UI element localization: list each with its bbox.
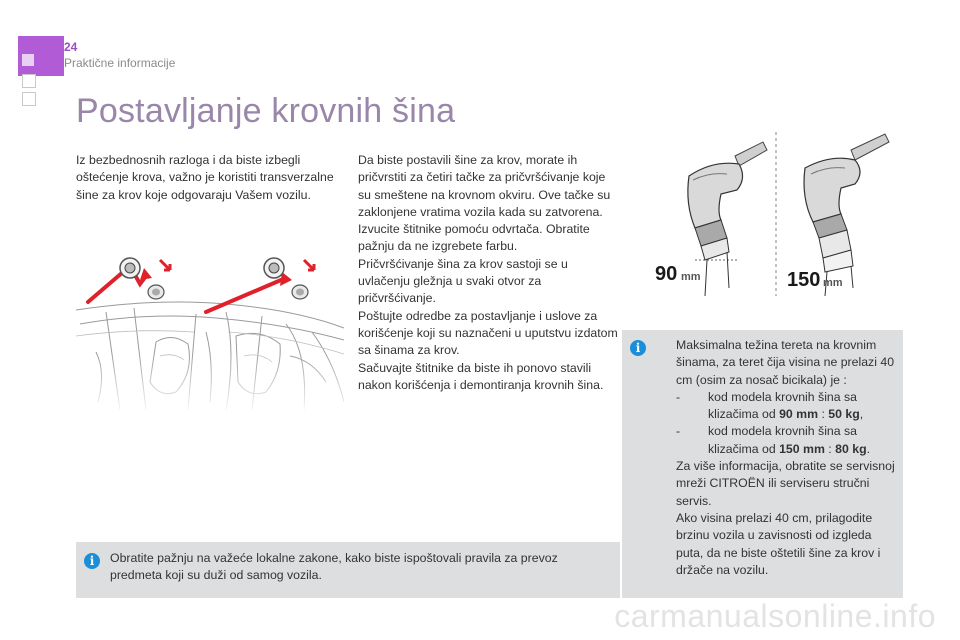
watermark: carmanualsonline.info: [614, 598, 936, 634]
height-150-unit: mm: [823, 277, 843, 289]
arrow-head: [140, 268, 152, 280]
weight-value: 50 kg: [828, 407, 860, 422]
intro-paragraph: Iz bezbednosnih razloga i da biste izbegli oštećenje krova, važno je koristiti transverzalne šine za krov koje odgovaraju Vašem vozilu.: [76, 153, 334, 202]
section-label: Praktične informacije: [64, 56, 176, 70]
info-icon: i: [630, 340, 646, 356]
height-value: 150 mm: [779, 441, 825, 456]
page-title: Postavljanje krovnih šina: [76, 92, 456, 130]
legal-info-note: [76, 542, 620, 598]
height-90-label: 90: [655, 263, 678, 285]
rail-foot-illustration: [635, 120, 903, 310]
instructions: [358, 152, 620, 394]
instruction-paragraph: Izvucite štitnike pomoću odvrtača. Obratite pažnju da ne izgrebete farbu.: [358, 222, 590, 254]
list-item: - kod modela krovnih šina sa klizačima od 150 mm : 80 kg.: [676, 424, 871, 456]
note-more-info: Za više informacija, obratite se servisnoj mreži CITROËN ili serviseru stručni servis.: [676, 459, 895, 508]
attachment-points-illustration: [76, 232, 344, 410]
info-icon: i: [84, 553, 100, 569]
note-intro: Maksimalna težina tereta na krovnim šinama, za teret čija visina ne prelazi 40 cm (osim za nosač bicikala) je :: [676, 338, 895, 387]
height-90-unit: mm: [681, 271, 701, 283]
chapter-tab-marker: [22, 54, 34, 66]
instruction-paragraph: Poštujte odredbe za postavljanje i uslove za korišćenje koji su naznačeni u uputstvu izdatom sa šinama za krov.: [358, 308, 618, 358]
instruction-paragraph: Sačuvajte štitnike da biste ih ponovo stavili nakon korišćenja i demontiranja krovnih šina.: [358, 360, 604, 392]
instruction-paragraph: Da biste postavili šine za krov, morate ih pričvrstiti za četiri tačke za pričvršćivanje koje su smeštene na krovnom okviru. Ove tačke su zaklonjene vratima vozila kada su zatvorena.: [358, 153, 611, 219]
note-height-warning: Ako visina prelazi 40 cm, prilagodite brzinu vozila u zavisnosti od izgleda puta, da ne biste oštetili šine za krov i držače na vozilu.: [676, 510, 881, 577]
height-150-label: 150: [787, 269, 821, 291]
page-number: 24: [64, 40, 78, 54]
instruction-paragraph: Pričvršćivanje šina za krov sastoji se u uvlačenju gležnja u svaki otvor za pričvršćivanje.: [358, 256, 568, 306]
height-value: 90 mm: [779, 407, 819, 422]
chapter-tab-empty: [22, 92, 36, 106]
weight-value: 80 kg: [835, 441, 867, 456]
chapter-tab-empty: [22, 74, 36, 88]
note-law-text: Obratite pažnju na važeće lokalne zakone, kako biste ispoštovali pravila za prevoz predmeta koji su duži od samog vozila.: [110, 551, 558, 583]
weight-info-note: [622, 330, 903, 598]
list-item: - kod modela krovnih šina sa klizačima od 90 mm : 50 kg,: [676, 389, 864, 422]
